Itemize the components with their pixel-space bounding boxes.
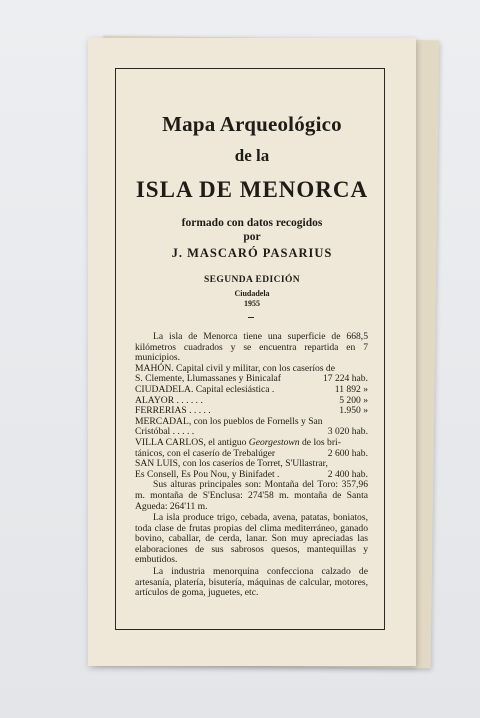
ciudadela-label: CIUDADELA. Capital eclesiástica . [135,384,275,395]
villa-carlos-text-c: de los bri- [299,436,341,448]
edition-year: 1955 [244,299,260,308]
title-line-2: de la [234,146,270,165]
heights-paragraph: Sus alturas principales son: Montaña del Toro: 357,96 m. montaña de S'Enclusa: 274'58 m. montaña de Santa Agueda: 264'11 m. [135,479,368,512]
body-text [135,332,368,599]
villa-carlos-population: 2 600 hab. [327,447,368,459]
title-line-3: ISLA DE MENORCA [135,177,369,202]
ciudadela-population: 11 892 » [334,383,368,395]
credits-line-2: por [243,231,261,243]
mahon-line-2: S. Clemente, Llumassanes y Binicalaf [135,374,282,385]
alayor-label: ALAYOR . . . . . . [135,395,203,406]
villa-carlos-line-1 [135,438,368,449]
mahon-population: 17 224 hab. [322,373,368,385]
alayor-population: 5 200 » [339,394,368,406]
mercadal-line-1: MERCADAL, con los pueblos de Fornells y San [135,415,323,427]
ferrerias-population: 1.950 » [339,405,368,417]
mercadal-population: 3 020 hab. [327,426,368,438]
separator-dash [248,317,254,318]
produce-paragraph: La isla produce trigo, cebada, avena, patatas, boniatos, toda clase de frutas propias del clima mediterráneo, ganado bovino, caballar, de cerda, lanar. Son muy apreciadas las elaboraciones de sus sabrosos quesos, mantequillas y embutidos. [135,512,368,566]
mahon-row [135,374,368,385]
ciudadela-row [135,385,368,396]
villa-carlos-line-2: tánicos, con el caserío de Trebalúger [135,448,276,459]
document-sheet [88,38,416,666]
credits-line-1: formado con datos recogidos [181,217,323,229]
villa-carlos-georgestown: Georgestown [248,436,300,448]
intro-paragraph: La isla de Menorca tiene una superficie de 668,5 kilómetros cuadrados y se encuentra repartida en 7 municipios. [135,331,368,364]
mahon-line-1: MAHÓN. Capital civil y militar, con los caseríos de [135,362,335,374]
ferrerias-label: FERRERÍAS . . . . . [135,406,211,417]
edition-label: SEGUNDA EDICIÓN [203,275,300,285]
author-name: J. MASCARÓ PASARIUS [171,246,333,260]
san-luis-population: 2 400 hab. [327,468,368,480]
credits [88,216,416,244]
san-luis-line-2: Es Consell, Es Pou Nou, y Binifadet . [135,469,280,480]
mercadal-line-2: Cristóbal . . . . . [135,427,195,438]
edition-city: Ciudadela [234,289,270,298]
villa-carlos-text-a: VILLA CARLOS, el antiguo [135,436,249,448]
san-luis-line-1: SAN LUIS, con los caseríos de Torret, S'Ullastrar, [135,458,328,470]
alayor-row [135,396,368,407]
industry-paragraph: La industria menorquina confecciona calzado de artesanía, platería, bisutería, máquinas de calcular, motores, artículos de goma, juguetes, etc. [135,566,368,599]
title-line-1: Mapa Arqueológico [162,112,342,136]
